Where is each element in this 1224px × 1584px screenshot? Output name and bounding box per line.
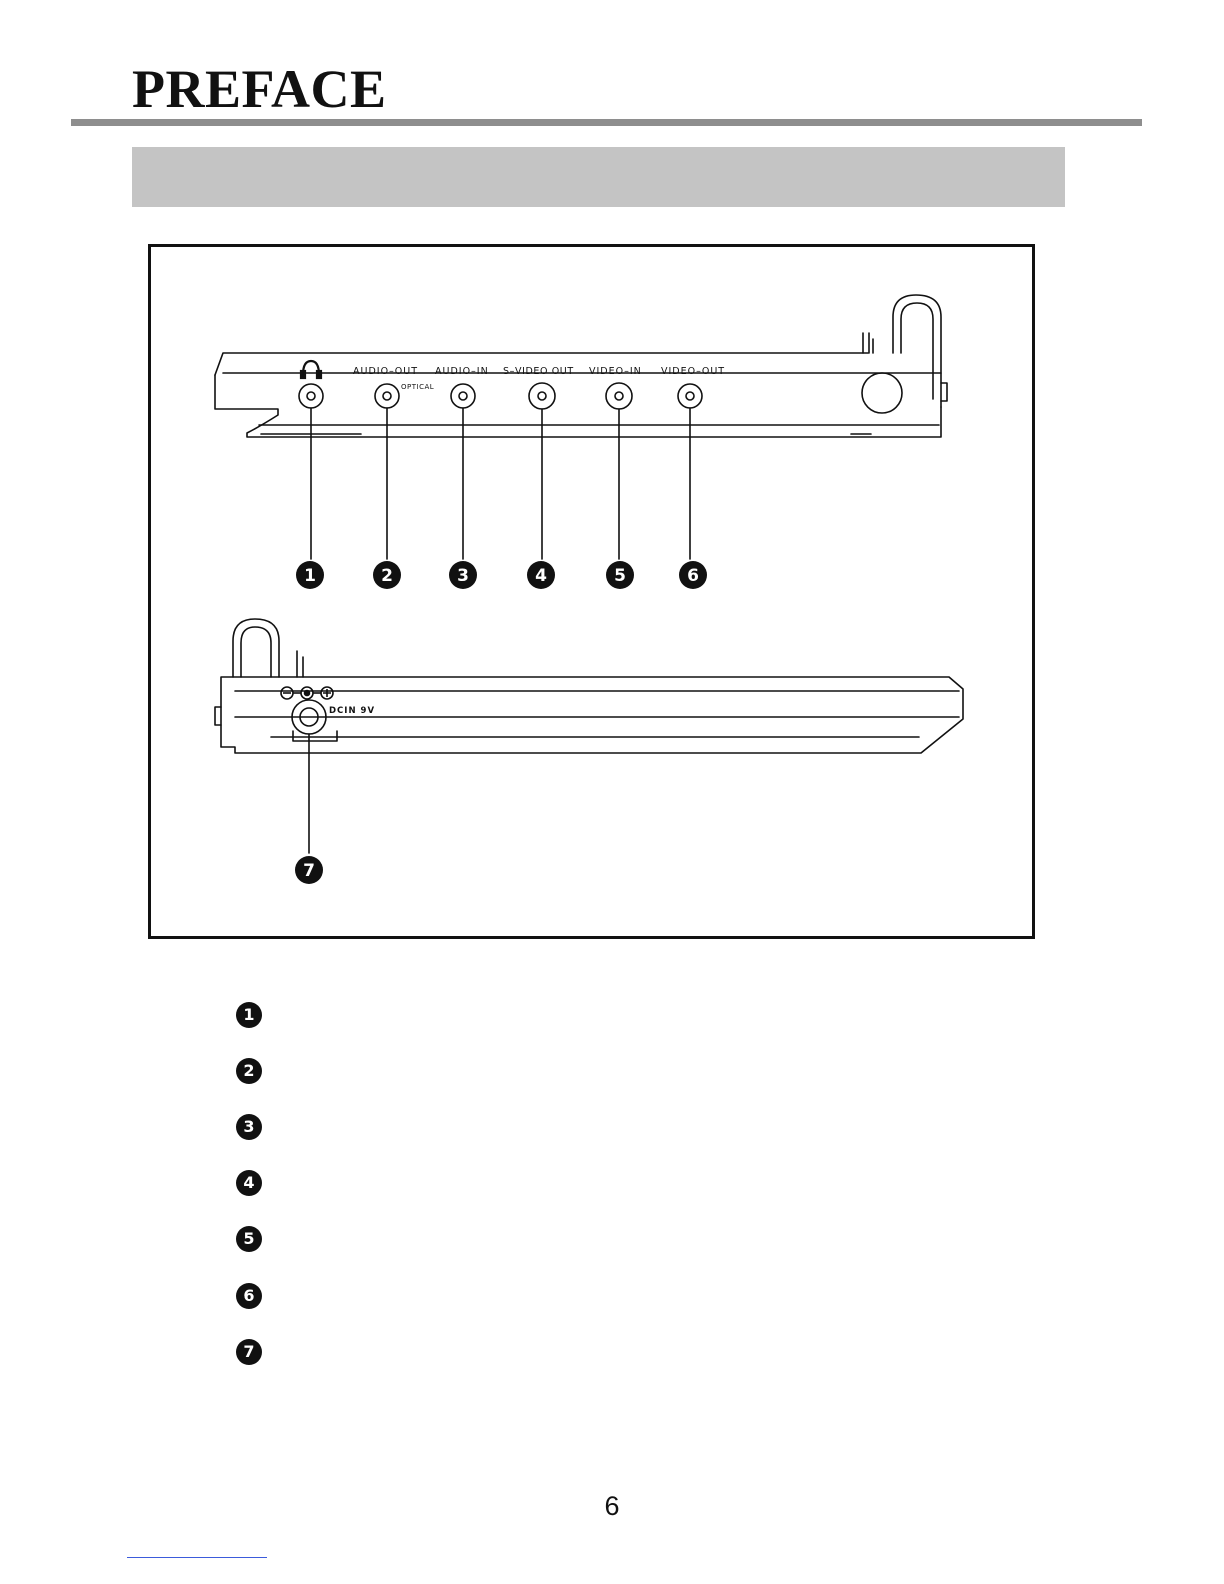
legend-number: 4 [236, 1170, 262, 1196]
callout-marker [606, 561, 634, 589]
port-label-audio-out: AUDIO–OUT [353, 366, 419, 377]
page-number: 6 [604, 1491, 620, 1521]
section-heading-band [132, 147, 1065, 207]
callout-marker [296, 561, 324, 589]
svg-text:5: 5 [614, 566, 626, 586]
port-label-video-in: VIDEO–IN [589, 366, 642, 377]
legend-number: 5 [236, 1226, 262, 1252]
callout-marker [295, 856, 323, 884]
callout-marker [527, 561, 555, 589]
port-label-dc-in: DCIN 9V [329, 706, 376, 716]
port-label-video-out: VIDEO–OUT [661, 366, 726, 377]
page-title: PREFACE [132, 59, 387, 119]
bottom-side-panel [215, 619, 963, 853]
legend-number: 2 [236, 1058, 262, 1084]
title-divider [71, 119, 1142, 126]
svg-text:7: 7 [303, 861, 315, 881]
callout-marker [679, 561, 707, 589]
legend-number: 1 [236, 1002, 262, 1028]
svg-text:4: 4 [535, 566, 547, 586]
port-label-audio-in: AUDIO–IN [435, 366, 489, 377]
callout-markers [295, 561, 707, 884]
headphone-icon [301, 361, 321, 378]
legend-number: 7 [236, 1339, 262, 1365]
dc-polarity-icon [281, 687, 333, 699]
connections-figure [148, 244, 1035, 939]
port-label-s-video-out: S–VIDEO OUT [503, 366, 574, 377]
callout-marker [449, 561, 477, 589]
legend-number: 3 [236, 1114, 262, 1140]
port-sublabel-optical: OPTICAL [401, 383, 435, 391]
svg-text:2: 2 [381, 566, 393, 586]
device-side-panels-diagram [151, 247, 1032, 936]
top-side-panel [215, 295, 947, 437]
top-port-jacks [299, 383, 702, 559]
svg-text:3: 3 [457, 566, 469, 586]
footer-link-underline[interactable] [127, 1557, 267, 1558]
legend-number: 6 [236, 1283, 262, 1309]
svg-text:1: 1 [304, 566, 316, 586]
callout-marker [373, 561, 401, 589]
svg-text:6: 6 [687, 566, 699, 586]
